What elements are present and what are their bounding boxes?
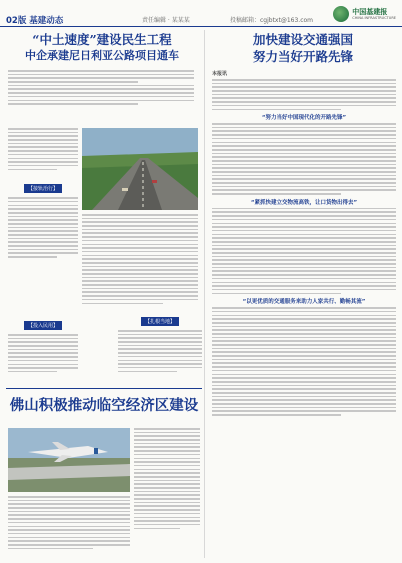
- right-byline: 本报讯: [212, 71, 228, 77]
- subhead-left-1: 【接轨治行】: [24, 184, 62, 193]
- left-column-text: [8, 128, 78, 258]
- airport-photo: [8, 428, 130, 492]
- logo-name: 中国基建报: [352, 8, 388, 16]
- left-title-line2: 中企承建尼日利亚公路项目通车: [25, 49, 179, 62]
- subhead-left-2: 【投入民用】: [24, 321, 62, 330]
- right-article-headline: [210, 32, 396, 64]
- newspaper-logo: [333, 6, 396, 22]
- middle-article-body: [118, 308, 202, 372]
- logo-subtitle: CHINA INFRASTRUCTURE: [352, 16, 396, 20]
- airport-image: [8, 428, 130, 492]
- page-header: [0, 0, 402, 27]
- highway-image: [82, 128, 198, 210]
- logo-emblem-icon: [333, 6, 349, 22]
- subhead-middle-1: 【扎根当地】: [141, 317, 179, 326]
- bottom-title: 佛山积极推动临空经济区建设: [9, 397, 199, 414]
- left-lower-text: [82, 214, 198, 304]
- right-title-line2: 努力当好开路先锋: [252, 49, 353, 64]
- left-bottom-column: [8, 312, 78, 372]
- right-subhead-3: “以更优质的交通服务来助力人家共行、勤畅其流”: [242, 299, 366, 306]
- left-article-body: [8, 70, 194, 105]
- column-divider: [204, 30, 205, 558]
- bottom-right-text: [134, 428, 200, 529]
- right-article-body: [212, 70, 396, 416]
- bottom-article-headline: [6, 388, 202, 415]
- editor-credit: 责任编辑 · 某某某: [142, 17, 190, 24]
- left-article-headline: [6, 32, 198, 63]
- right-subhead-2: “紧抓快建立交物流高铁，让口货物出得去”: [250, 199, 358, 206]
- page-section-label: 02版 基建动态: [6, 16, 64, 26]
- bottom-left-text: [8, 496, 130, 549]
- bottom-rule: [6, 388, 202, 389]
- right-title-line1: 加快建设交通强国: [252, 32, 353, 47]
- right-subhead-1: “努力当好中国现代化的开路先锋”: [261, 115, 347, 122]
- submission-email: 投稿邮箱：cgjbtxt@163.com: [230, 17, 314, 24]
- highway-photo: [82, 128, 198, 210]
- left-title-line1: “中土速度”建设民生工程: [32, 32, 172, 47]
